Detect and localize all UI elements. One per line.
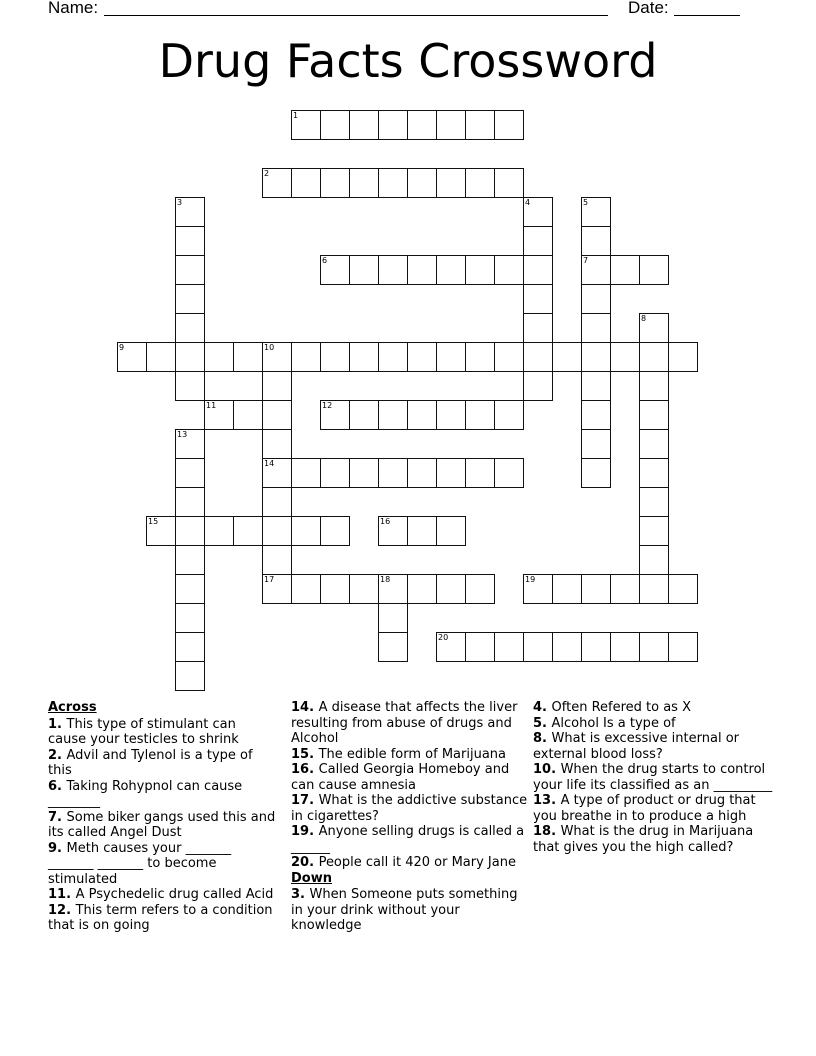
grid-cell[interactable] xyxy=(494,168,524,198)
clue-text: When the drug starts to control your life its classified as an _________ xyxy=(533,762,773,793)
grid-cell[interactable] xyxy=(436,255,466,285)
across-clue xyxy=(291,793,531,824)
grid-cell[interactable] xyxy=(465,168,495,198)
grid-cell[interactable] xyxy=(291,574,321,604)
grid-cell[interactable] xyxy=(291,168,321,198)
down-clue xyxy=(533,824,773,855)
header xyxy=(48,0,748,20)
clue-text: Anyone selling drugs is called a ______ xyxy=(291,824,525,855)
grid-cell[interactable] xyxy=(407,574,437,604)
clue-number: 11. xyxy=(48,887,76,902)
grid-cell[interactable] xyxy=(378,342,408,372)
grid-cell[interactable] xyxy=(349,168,379,198)
grid-cell[interactable] xyxy=(262,429,292,459)
grid-cell[interactable] xyxy=(117,342,147,372)
clue-text: Meth causes your _______ _______ _______ to become stimulated xyxy=(48,840,232,887)
across-clue xyxy=(48,841,278,888)
grid-cell[interactable] xyxy=(262,342,292,372)
grid-cell[interactable] xyxy=(407,458,437,488)
grid-cell[interactable] xyxy=(465,458,495,488)
grid-cell[interactable] xyxy=(668,574,698,604)
grid-cell[interactable] xyxy=(523,632,553,662)
grid-cell[interactable] xyxy=(175,545,205,575)
across-heading: Across xyxy=(48,700,97,715)
clue-number: 10. xyxy=(533,762,561,777)
grid-cell[interactable] xyxy=(349,342,379,372)
down-heading: Down xyxy=(291,870,332,886)
clue-text: A disease that affects the liver resulting from abuse of drugs and Alcohol xyxy=(291,700,518,746)
clue-number: 15. xyxy=(291,746,319,762)
grid-cell[interactable] xyxy=(465,255,495,285)
grid-cell[interactable] xyxy=(175,632,205,662)
across-clue xyxy=(48,887,278,903)
grid-cell[interactable] xyxy=(349,110,379,140)
clue-number: 9. xyxy=(48,840,67,856)
grid-cell[interactable] xyxy=(378,574,408,604)
grid-cell[interactable] xyxy=(465,632,495,662)
grid-cell[interactable] xyxy=(262,545,292,575)
clue-number: 17. xyxy=(291,793,319,808)
across-clue xyxy=(48,779,278,810)
grid-cell[interactable] xyxy=(610,632,640,662)
clue-number: 20 xyxy=(438,633,449,642)
grid-cell[interactable] xyxy=(581,313,611,343)
grid-cell[interactable] xyxy=(639,400,669,430)
grid-cell[interactable] xyxy=(175,429,205,459)
across-clue xyxy=(48,903,278,934)
grid-cell[interactable] xyxy=(378,110,408,140)
clue-number: 11 xyxy=(206,401,217,410)
grid-cell[interactable] xyxy=(668,632,698,662)
clue-number: 9 xyxy=(119,343,125,352)
grid-cell[interactable] xyxy=(639,371,669,401)
down-clue xyxy=(533,731,773,762)
grid-cell[interactable] xyxy=(581,226,611,256)
grid-cell[interactable] xyxy=(262,574,292,604)
grid-cell[interactable] xyxy=(407,342,437,372)
grid-cell[interactable] xyxy=(320,574,350,604)
grid-cell[interactable] xyxy=(320,400,350,430)
grid-cell[interactable] xyxy=(436,400,466,430)
grid-cell[interactable] xyxy=(523,255,553,285)
date-field[interactable] xyxy=(674,15,740,16)
grid-cell[interactable] xyxy=(320,110,350,140)
clue-text: Called Georgia Homeboy and can cause amnesia xyxy=(291,762,510,793)
clue-number: 15 xyxy=(148,517,159,526)
grid-cell[interactable] xyxy=(436,168,466,198)
grid-cell[interactable] xyxy=(233,400,263,430)
grid-cell[interactable] xyxy=(610,255,640,285)
clue-text: A Psychedelic drug called Acid xyxy=(75,887,274,902)
clue-number: 6. xyxy=(48,778,67,794)
grid-cell[interactable] xyxy=(320,255,350,285)
down-clue xyxy=(291,887,531,934)
grid-cell[interactable] xyxy=(581,255,611,285)
grid-cell[interactable] xyxy=(436,342,466,372)
clue-number: 3 xyxy=(177,198,183,207)
clue-number: 20. xyxy=(291,855,319,870)
down-clue xyxy=(533,716,773,732)
grid-cell[interactable] xyxy=(378,516,408,546)
grid-cell[interactable] xyxy=(494,342,524,372)
grid-cell[interactable] xyxy=(378,632,408,662)
grid-cell[interactable] xyxy=(523,574,553,604)
name-label: Name: xyxy=(48,0,99,17)
clue-text: People call it 420 or Mary Jane xyxy=(318,855,516,870)
grid-cell[interactable] xyxy=(552,632,582,662)
clue-number: 4 xyxy=(525,198,531,207)
grid-cell[interactable] xyxy=(494,110,524,140)
grid-cell[interactable] xyxy=(610,574,640,604)
grid-cell[interactable] xyxy=(436,110,466,140)
grid-cell[interactable] xyxy=(262,371,292,401)
grid-cell[interactable] xyxy=(523,197,553,227)
grid-cell[interactable] xyxy=(175,603,205,633)
clue-number: 13 xyxy=(177,430,188,439)
grid-cell[interactable] xyxy=(581,284,611,314)
grid-cell[interactable] xyxy=(378,168,408,198)
grid-cell[interactable] xyxy=(407,255,437,285)
clue-number: 19. xyxy=(291,824,319,839)
across-clue xyxy=(291,762,531,793)
grid-cell[interactable] xyxy=(349,400,379,430)
grid-cell[interactable] xyxy=(581,197,611,227)
grid-cell[interactable] xyxy=(378,603,408,633)
grid-cell[interactable] xyxy=(523,371,553,401)
clue-number: 14. xyxy=(291,700,319,715)
clue-number: 12. xyxy=(48,902,76,918)
clue-number: 7. xyxy=(48,809,67,825)
clues-column-3 xyxy=(533,700,773,855)
date-label: Date: xyxy=(628,0,669,17)
clue-text: What is excessive internal or external blood loss? xyxy=(533,731,739,762)
clue-text: A type of product or drug that you breathe in to produce a high xyxy=(533,793,756,824)
clue-number: 16. xyxy=(291,762,319,777)
grid-cell[interactable] xyxy=(320,168,350,198)
grid-cell[interactable] xyxy=(175,197,205,227)
clue-number: 17 xyxy=(264,575,275,584)
clue-number: 18 xyxy=(380,575,391,584)
grid-cell[interactable] xyxy=(233,342,263,372)
grid-cell[interactable] xyxy=(175,284,205,314)
grid-cell[interactable] xyxy=(262,168,292,198)
grid-cell[interactable] xyxy=(610,342,640,372)
grid-cell[interactable] xyxy=(465,574,495,604)
grid-cell[interactable] xyxy=(320,458,350,488)
across-clue xyxy=(48,717,278,748)
grid-cell[interactable] xyxy=(175,458,205,488)
clue-number: 16 xyxy=(380,517,391,526)
grid-cell[interactable] xyxy=(639,516,669,546)
grid-cell[interactable] xyxy=(175,342,205,372)
clue-number: 6 xyxy=(322,256,328,265)
grid-cell[interactable] xyxy=(494,400,524,430)
grid-cell[interactable] xyxy=(552,574,582,604)
clue-text: What is the drug in Marijuana that gives you the high called? xyxy=(533,824,754,855)
grid-cell[interactable] xyxy=(204,400,234,430)
grid-cell[interactable] xyxy=(291,342,321,372)
grid-cell[interactable] xyxy=(639,458,669,488)
clue-number: 1 xyxy=(293,111,299,120)
grid-cell[interactable] xyxy=(639,574,669,604)
down-clue xyxy=(533,700,773,716)
grid-cell[interactable] xyxy=(494,255,524,285)
grid-cell[interactable] xyxy=(349,574,379,604)
grid-cell[interactable] xyxy=(378,458,408,488)
clue-number: 14 xyxy=(264,459,275,468)
grid-cell[interactable] xyxy=(581,574,611,604)
grid-cell[interactable] xyxy=(581,400,611,430)
grid-cell[interactable] xyxy=(175,371,205,401)
grid-cell[interactable] xyxy=(233,516,263,546)
grid-cell[interactable] xyxy=(436,574,466,604)
down-clue xyxy=(533,793,773,824)
grid-cell[interactable] xyxy=(407,400,437,430)
clue-text: When Someone puts something in your drink without your knowledge xyxy=(291,887,518,933)
grid-cell[interactable] xyxy=(494,458,524,488)
grid-cell[interactable] xyxy=(146,342,176,372)
across-clue xyxy=(291,824,531,855)
grid-cell[interactable] xyxy=(175,255,205,285)
grid-cell[interactable] xyxy=(552,342,582,372)
grid-cell[interactable] xyxy=(204,342,234,372)
grid-cell[interactable] xyxy=(581,342,611,372)
grid-cell[interactable] xyxy=(320,516,350,546)
clue-number: 5. xyxy=(533,715,552,731)
grid-cell[interactable] xyxy=(639,487,669,517)
clue-number: 1. xyxy=(48,716,67,732)
clue-text: Taking Rohypnol can cause ________ xyxy=(48,778,243,809)
grid-cell[interactable] xyxy=(378,400,408,430)
clue-number: 3. xyxy=(291,887,310,902)
grid-cell[interactable] xyxy=(175,313,205,343)
grid-cell[interactable] xyxy=(436,458,466,488)
grid-cell[interactable] xyxy=(465,110,495,140)
grid-cell[interactable] xyxy=(262,458,292,488)
grid-cell[interactable] xyxy=(175,226,205,256)
grid-cell[interactable] xyxy=(291,516,321,546)
clue-number: 18. xyxy=(533,824,561,839)
page-title: Drug Facts Crossword xyxy=(158,34,658,88)
grid-cell[interactable] xyxy=(523,226,553,256)
clue-number: 12 xyxy=(322,401,333,410)
across-clue xyxy=(291,700,531,747)
grid-cell[interactable] xyxy=(291,110,321,140)
clue-text: What is the addictive substance in cigarettes? xyxy=(291,793,528,824)
grid-cell[interactable] xyxy=(262,487,292,517)
clue-number: 19 xyxy=(525,575,536,584)
grid-cell[interactable] xyxy=(523,342,553,372)
clue-text: This type of stimulant can cause your testicles to shrink xyxy=(48,716,239,747)
grid-cell[interactable] xyxy=(175,574,205,604)
clue-text: This term refers to a condition that is on going xyxy=(48,902,273,933)
grid-cell[interactable] xyxy=(146,516,176,546)
clue-number: 10 xyxy=(264,343,275,352)
grid-cell[interactable] xyxy=(639,545,669,575)
grid-cell[interactable] xyxy=(581,458,611,488)
clue-number: 8 xyxy=(641,314,647,323)
clue-text: Some biker gangs used this and its called Angel Dust xyxy=(48,809,276,840)
grid-cell[interactable] xyxy=(175,661,205,691)
clue-text: Advil and Tylenol is a type of this xyxy=(48,747,253,778)
grid-cell[interactable] xyxy=(639,313,669,343)
grid-cell[interactable] xyxy=(262,516,292,546)
grid-cell[interactable] xyxy=(639,255,669,285)
grid-cell[interactable] xyxy=(465,342,495,372)
down-clue xyxy=(533,762,773,793)
grid-cell[interactable] xyxy=(465,400,495,430)
clue-number: 4. xyxy=(533,700,552,715)
clue-number: 8. xyxy=(533,731,552,746)
grid-cell[interactable] xyxy=(581,371,611,401)
across-clue xyxy=(291,747,531,763)
grid-cell[interactable] xyxy=(320,342,350,372)
grid-cell[interactable] xyxy=(204,516,234,546)
grid-cell[interactable] xyxy=(349,255,379,285)
clues-column-2 xyxy=(291,700,531,934)
grid-cell[interactable] xyxy=(407,516,437,546)
grid-cell[interactable] xyxy=(175,487,205,517)
grid-cell[interactable] xyxy=(639,429,669,459)
clue-text: Alcohol Is a type of xyxy=(551,715,676,731)
grid-cell[interactable] xyxy=(378,255,408,285)
across-clue xyxy=(48,748,278,779)
grid-cell[interactable] xyxy=(407,110,437,140)
grid-cell[interactable] xyxy=(639,632,669,662)
grid-cell[interactable] xyxy=(494,632,524,662)
clue-text: Often Refered to as X xyxy=(551,700,691,715)
grid-cell[interactable] xyxy=(436,516,466,546)
name-field[interactable] xyxy=(104,15,608,16)
grid-cell[interactable] xyxy=(349,458,379,488)
grid-cell[interactable] xyxy=(581,632,611,662)
grid-cell[interactable] xyxy=(175,516,205,546)
grid-cell[interactable] xyxy=(639,342,669,372)
clue-number: 2. xyxy=(48,747,67,763)
clue-number: 5 xyxy=(583,198,589,207)
clue-number: 2 xyxy=(264,169,270,178)
clue-number: 13. xyxy=(533,793,561,808)
grid-cell[interactable] xyxy=(262,400,292,430)
grid-cell[interactable] xyxy=(581,429,611,459)
grid-cell[interactable] xyxy=(436,632,466,662)
grid-cell[interactable] xyxy=(291,458,321,488)
clues-column-1 xyxy=(48,700,278,934)
clue-text: The edible form of Marijuana xyxy=(318,746,506,762)
grid-cell[interactable] xyxy=(407,168,437,198)
clue-number: 7 xyxy=(583,256,589,265)
grid-cell[interactable] xyxy=(523,284,553,314)
across-clue xyxy=(291,855,531,871)
grid-cell[interactable] xyxy=(668,342,698,372)
across-clue xyxy=(48,810,278,841)
grid-cell[interactable] xyxy=(523,313,553,343)
